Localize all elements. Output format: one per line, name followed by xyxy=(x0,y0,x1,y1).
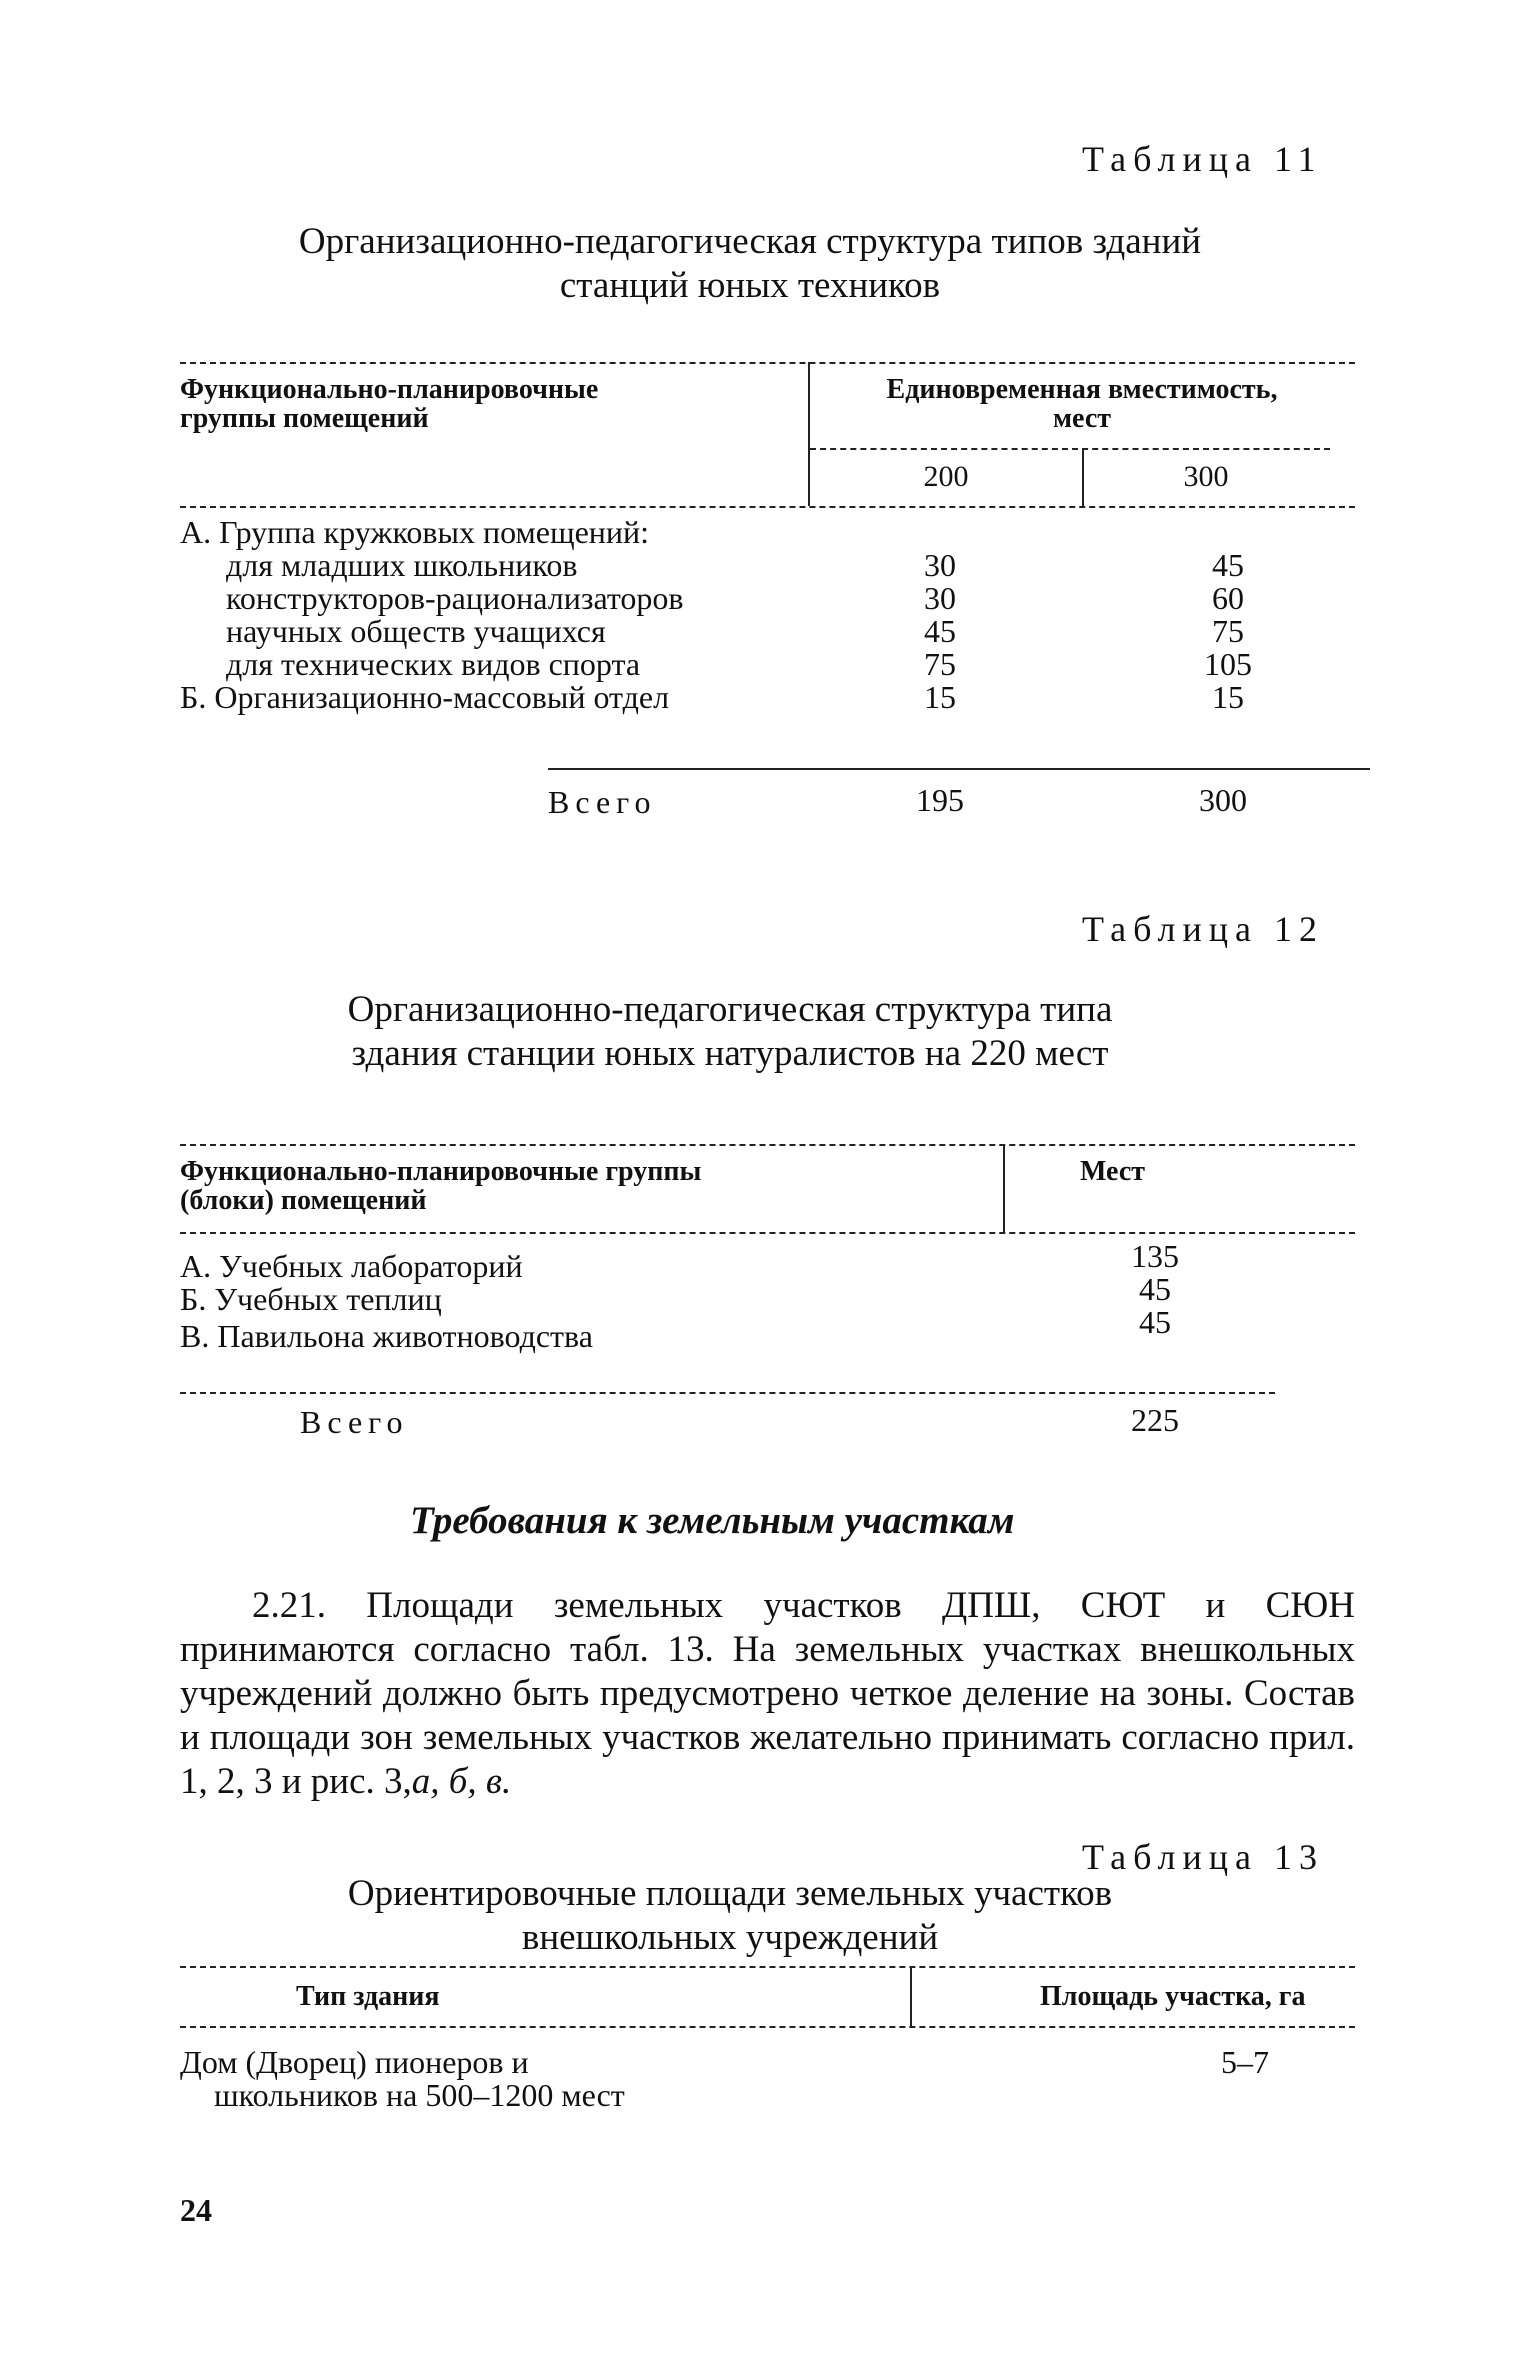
table11-total-label: Всего xyxy=(548,784,657,820)
table11-total-200: 195 xyxy=(916,782,964,818)
table13-top-rule xyxy=(180,1966,1355,1968)
table11-header-groups: Функционально-планировочные группы помещений xyxy=(180,374,599,434)
table12-header-groups: Функционально-планировочные группы (блоки) помещений xyxy=(180,1156,702,1216)
table12-total-value: 225 xyxy=(1131,1402,1179,1438)
table11-row-label: конструкторов-рационализаторов xyxy=(226,580,684,616)
table11-subheader-rule xyxy=(810,448,1330,450)
table11-row-value-200: 75 xyxy=(924,646,956,682)
table11-row-label: для младших школьников xyxy=(226,547,578,583)
table11-row-label: научных обществ учащихся xyxy=(226,613,606,649)
table13-header-bottom-rule xyxy=(180,2026,1355,2028)
table12-header-places: Мест xyxy=(1080,1156,1146,1187)
table12-row-value: 45 xyxy=(1139,1271,1171,1307)
table13-row-label: Дом (Дворец) пионеров и школьников на 500–1200 мест xyxy=(180,2044,625,2113)
table12-row-label: В. Павильона животноводства xyxy=(180,1318,593,1354)
table13-header-area: Площадь участка, га xyxy=(1040,1981,1306,2012)
table13-header-divider xyxy=(910,1966,912,2026)
table11-row-value-300: 105 xyxy=(1204,646,1252,682)
table11-row-value-300: 45 xyxy=(1212,547,1244,583)
table12-caption-line1: Организационно-педагогическая структура типа xyxy=(347,989,1113,1030)
table11-row-label: Б. Организационно-массовый отдел xyxy=(180,679,670,715)
table11-row-value-300: 15 xyxy=(1212,679,1244,715)
paragraph-text: Площади земельных участков ДПШ, СЮТ и СЮН принимаются согласно табл. 13. На земельных участках внешкольных учреждений должно быть предусмотрено четкое деление на зоны. Состав и площади зон земельных участков желательно принимать согласно прил. 1, 2, 3 и рис. 3, xyxy=(180,1585,1356,1802)
table12-label: Таблица 12 xyxy=(1082,909,1324,949)
table11-total-300: 300 xyxy=(1199,782,1247,818)
table12-total-label: Всего xyxy=(300,1404,409,1440)
table11-header-capacity: Единовременная вместимость, мест xyxy=(886,374,1278,434)
table11-caption-line2: станций юных техников xyxy=(559,265,941,306)
table11-row-label: для технических видов спорта xyxy=(226,646,641,682)
table11-caption-line1: Организационно-педагогическая структура типов зданий xyxy=(298,221,1202,262)
table13-caption xyxy=(230,1872,1230,1960)
table13-label: Таблица 13 xyxy=(1082,1837,1324,1877)
table12-row-label: Б. Учебных теплиц xyxy=(180,1281,442,1317)
table11-col-300: 300 xyxy=(1183,460,1229,493)
table13-row-value: 5–7 xyxy=(1221,2044,1269,2080)
section-paragraph xyxy=(180,1584,1355,1804)
section-title: Требования к земельным участкам xyxy=(410,1499,1015,1542)
paragraph-number: 2.21. xyxy=(252,1585,326,1626)
table11-header-bottom-rule xyxy=(180,506,1355,508)
table13-caption-line2: внешкольных учреждений xyxy=(521,1917,939,1958)
table11-row-value-200: 15 xyxy=(924,679,956,715)
page-number: 24 xyxy=(180,2192,212,2228)
table12-caption-line2: здания станции юных натуралистов на 220 мест xyxy=(351,1033,1109,1074)
table11-col-200: 200 xyxy=(923,460,969,493)
paragraph-figure-refs: а, б, в. xyxy=(411,1761,512,1802)
table13-caption-line1: Ориентировочные площади земельных участков xyxy=(347,1873,1113,1914)
table11-total-rule xyxy=(548,768,1370,770)
table11-subheader-divider xyxy=(1082,448,1084,506)
table11-row-value-300: 60 xyxy=(1212,580,1244,616)
table11-top-rule xyxy=(180,362,1355,364)
table13-header-type: Тип здания xyxy=(296,1981,440,2012)
table12-row-value: 135 xyxy=(1131,1238,1179,1274)
table12-total-rule xyxy=(180,1392,1275,1394)
table12-header-divider xyxy=(1003,1144,1005,1232)
table11-caption xyxy=(180,220,1320,308)
table11-row-value-300: 75 xyxy=(1212,613,1244,649)
table11-label: Таблица 11 xyxy=(1082,139,1323,179)
table12-top-rule xyxy=(180,1144,1355,1146)
table12-row-value: 45 xyxy=(1139,1304,1171,1340)
table11-row-value-200: 30 xyxy=(924,580,956,616)
table12-caption xyxy=(230,988,1230,1076)
table12-header-bottom-rule xyxy=(180,1232,1355,1234)
table11-header-divider xyxy=(808,362,810,506)
table12-row-label: А. Учебных лабораторий xyxy=(180,1248,523,1284)
table11-row-label: А. Группа кружковых помещений: xyxy=(180,514,650,550)
table11-row-value-200: 45 xyxy=(924,613,956,649)
table11-row-value-200: 30 xyxy=(924,547,956,583)
